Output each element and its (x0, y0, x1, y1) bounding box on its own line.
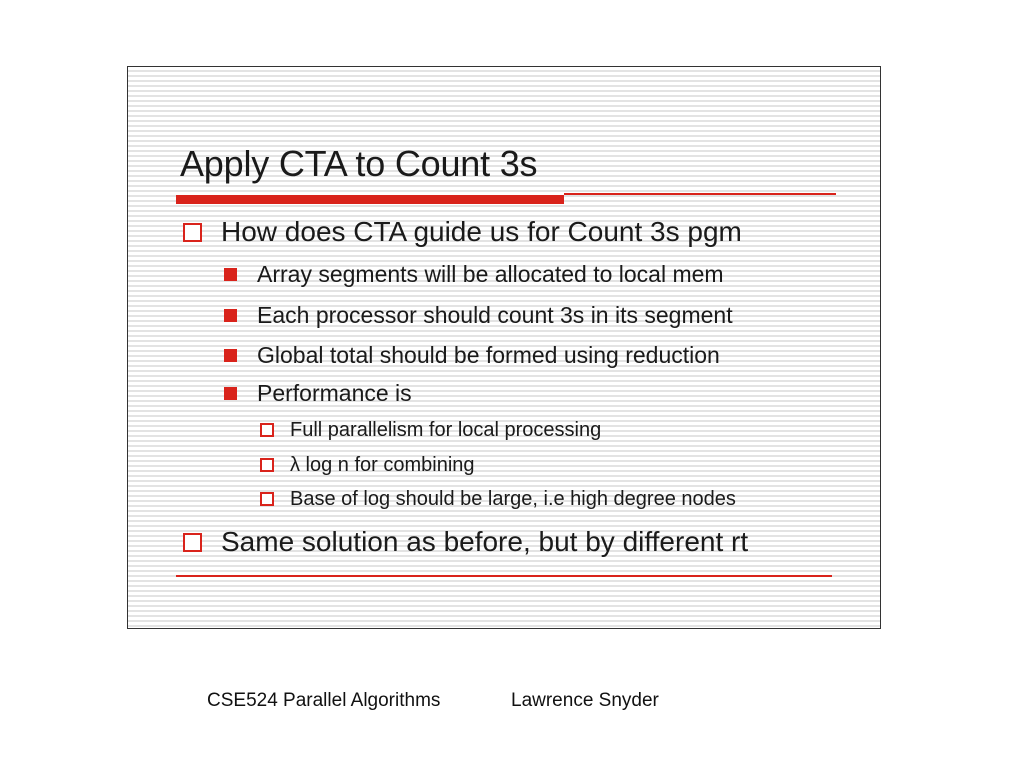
filled-square-icon (224, 268, 237, 281)
bullet-text: Global total should be formed using reduction (257, 341, 720, 368)
hollow-square-icon (260, 423, 274, 437)
bullet-level3 (260, 453, 475, 477)
filled-square-icon (224, 349, 237, 362)
filled-square-icon (224, 309, 237, 322)
bullet-text: Performance is (257, 379, 412, 406)
bullet-level2 (224, 341, 720, 369)
filled-square-icon (224, 387, 237, 400)
hollow-square-icon (183, 533, 202, 552)
bullet-text: Full parallelism for local processing (290, 418, 602, 441)
bottom-rule (176, 575, 832, 577)
bullet-text: Each processor should count 3s in its segment (257, 301, 733, 328)
bullet-level2 (224, 379, 412, 407)
bullet-level2 (224, 301, 733, 329)
slide-title: Apply CTA to Count 3s (180, 143, 538, 184)
bullet-level3 (260, 487, 736, 511)
hollow-square-icon (260, 458, 274, 472)
bullet-level1 (183, 525, 748, 559)
title-underline-thick (176, 195, 564, 204)
bullet-level1 (183, 215, 742, 249)
bullet-text: Array segments will be allocated to local mem (257, 260, 724, 287)
footer-author: Lawrence Snyder (511, 690, 659, 711)
slide (127, 66, 881, 629)
title-underline-thin (564, 193, 836, 195)
bullet-level2 (224, 260, 724, 288)
bullet-text: How does CTA guide us for Count 3s pgm (221, 216, 742, 247)
bullet-text: Same solution as before, but by different rt (221, 526, 749, 557)
bullet-text: λ log n for combining (290, 453, 475, 476)
hollow-square-icon (183, 223, 202, 242)
bullet-level3 (260, 418, 601, 442)
footer-course: CSE524 Parallel Algorithms (207, 690, 441, 711)
hollow-square-icon (260, 492, 274, 506)
bullet-text: Base of log should be large, i.e high degree nodes (290, 487, 736, 510)
